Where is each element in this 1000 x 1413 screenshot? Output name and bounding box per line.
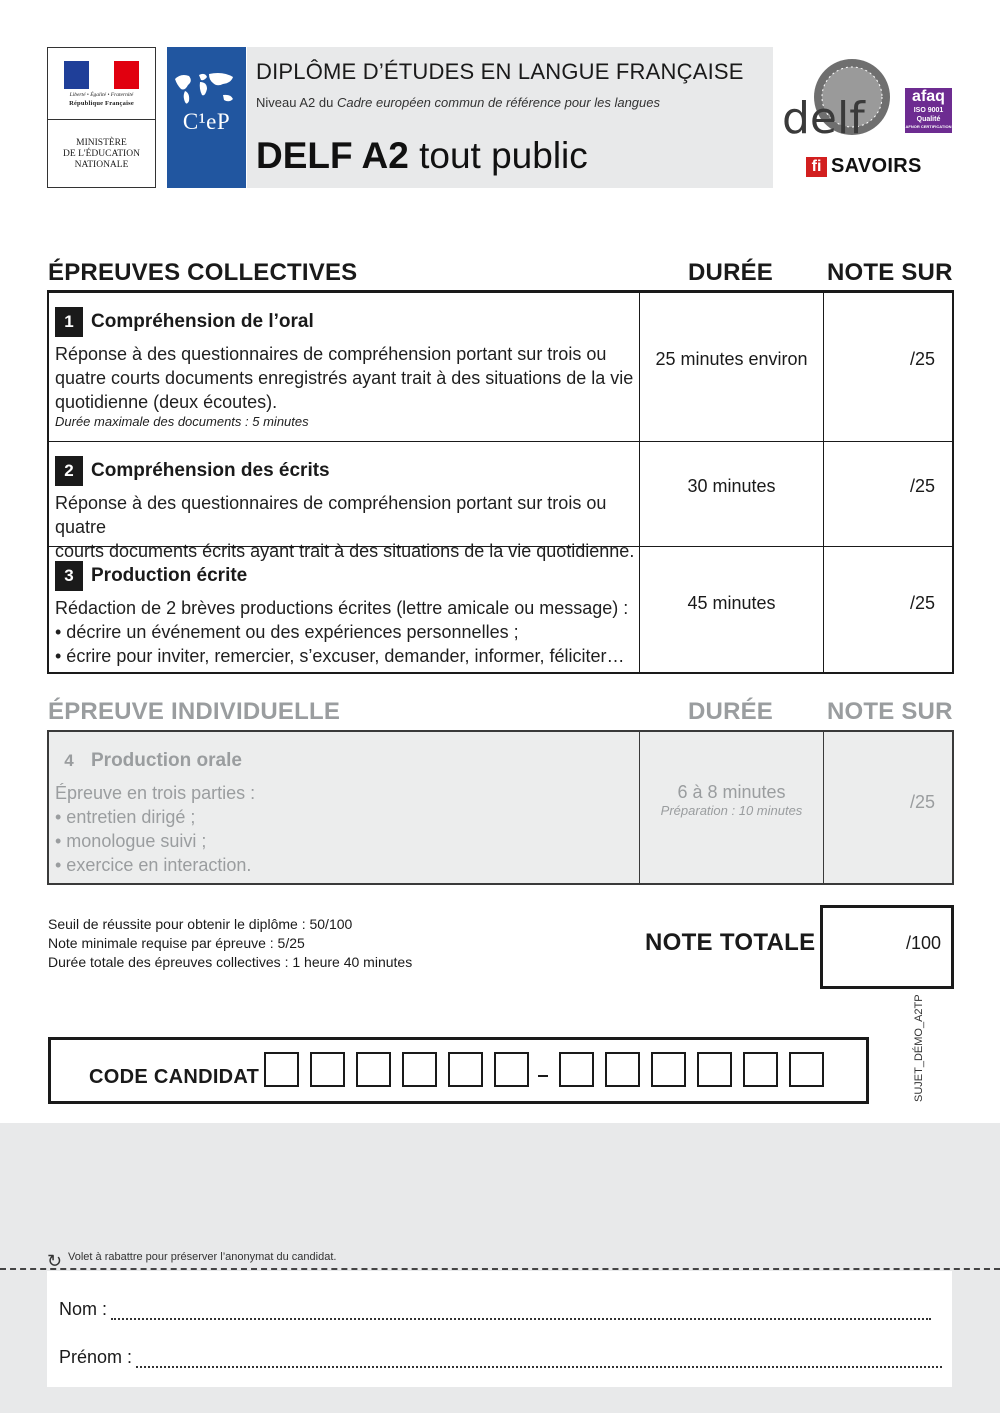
epreuve-text: Réponse à des questionnaires de compréhension portant sur trois ou quatre courts documents écrits ayant trait à des situations de la vie quotidienne. — [55, 493, 635, 561]
epreuve-description — [49, 547, 639, 672]
code-cell[interactable] — [448, 1052, 483, 1087]
level-bold: DELF A2 — [256, 135, 409, 176]
afaq-iso: ISO 9001 — [913, 107, 944, 114]
epreuve-text: Épreuve en trois parties : • entretien dirigé ; • monologue suivi ; • exercice en interaction. — [55, 783, 256, 875]
code-separator — [538, 1075, 548, 1077]
note-minimale: Note minimale requise par épreuve : 5/25 — [48, 935, 305, 951]
epreuve-title: Compréhension des écrits — [91, 460, 330, 481]
epreuve-row-1 — [49, 293, 952, 441]
niveau-cecr: Cadre européen commun de référence pour les langues — [336, 95, 660, 110]
prenom-field[interactable] — [136, 1352, 942, 1368]
niveau-line — [256, 95, 660, 110]
ciep-logo — [167, 47, 246, 188]
note-totale-field[interactable]: /100 — [820, 905, 954, 989]
rules-info — [48, 915, 412, 972]
sujet-code: SUJET_DÉMO_A2TP — [913, 994, 925, 1102]
epreuve-number: 4 — [64, 751, 74, 770]
seuil-reussite: Seuil de réussite pour obtenir le diplôme : 50/100 — [48, 916, 353, 932]
individuelle-table — [47, 730, 954, 885]
code-cell[interactable] — [651, 1052, 686, 1087]
epreuve-note: /25 — [823, 732, 952, 883]
rf-republique: République Française — [69, 99, 134, 107]
code-cell[interactable] — [356, 1052, 391, 1087]
epreuve-description — [49, 732, 639, 883]
ciep-text: C¹eP — [182, 109, 231, 134]
ministere-label: MINISTÈRE DE L'ÉDUCATION NATIONALE — [63, 137, 140, 170]
savoirs-text: SAVOIRS — [831, 155, 922, 177]
collectives-table — [47, 290, 954, 674]
world-map-icon — [171, 69, 241, 111]
epreuve-duree: 30 minutes — [639, 442, 823, 546]
epreuve-title: Compréhension de l’oral — [91, 311, 314, 332]
duree-totale: Durée totale des épreuves collectives : 1 heure 40 minutes — [48, 954, 413, 970]
epreuve-duree: 25 minutes environ — [639, 293, 823, 441]
code-candidat-box — [48, 1037, 869, 1104]
epreuve-number: 3 — [55, 561, 83, 591]
fi-icon: fi — [806, 157, 827, 177]
rfi-savoirs-logo — [806, 155, 922, 178]
epreuve-row-4 — [49, 732, 952, 883]
title-panel — [247, 47, 773, 188]
code-cell[interactable] — [789, 1052, 824, 1087]
code-cell[interactable] — [264, 1052, 299, 1087]
fold-arrow-icon: ↻ — [47, 1251, 63, 1271]
code-candidat-cells — [264, 1052, 835, 1087]
code-cell[interactable] — [402, 1052, 437, 1087]
epreuve-title: Production écrite — [91, 565, 248, 586]
afaq-qualite: Qualité — [916, 116, 941, 123]
prenom-label: Prénom : — [59, 1347, 133, 1367]
afaq-text: afaq — [912, 88, 945, 105]
epreuve-preparation: Préparation : 10 minutes — [660, 803, 803, 818]
epreuve-note: /25 — [823, 293, 952, 441]
epreuve-number: 2 — [55, 456, 83, 486]
code-cell[interactable] — [559, 1052, 594, 1087]
duree-column-header: DURÉE — [688, 259, 774, 286]
diploma-title: DIPLÔME D’ÉTUDES EN LANGUE FRANÇAISE — [256, 59, 744, 84]
epreuve-text: Rédaction de 2 brèves productions écrites (lettre amicale ou message) : • décrire un événement ou des expériences personnelles ; • écrire pour inviter, remercier, s’excuser, demander, informer, féliciter… — [55, 598, 629, 666]
nom-line — [59, 1299, 931, 1320]
epreuve-row-2 — [49, 441, 952, 561]
partner-logos — [780, 55, 960, 185]
epreuve-note: /25 — [823, 547, 952, 672]
epreuve-note-small: Durée maximale des documents : 5 minutes — [55, 414, 309, 429]
volet-note: Volet à rabattre pour préserver l’anonymat du candidat. — [68, 1251, 337, 1263]
individuelle-title: ÉPREUVE INDIVIDUELLE — [48, 698, 341, 725]
french-flag-icon — [64, 61, 140, 89]
epreuve-description — [49, 293, 639, 441]
epreuve-text: Réponse à des questionnaires de compréhension portant sur trois ou quatre courts documents enregistrés ayant trait à des situations de la vie quotidienne (deux écoutes). — [55, 344, 634, 412]
marianne-logo — [48, 48, 155, 120]
rf-motto: Liberté • Égalité • Fraternité — [69, 91, 134, 98]
note-totale-label: NOTE TOTALE — [645, 929, 816, 956]
niveau-prefix: Niveau A2 du — [256, 95, 337, 110]
code-cell[interactable] — [743, 1052, 778, 1087]
code-cell[interactable] — [697, 1052, 732, 1087]
note-column-header: NOTE SUR — [827, 698, 953, 725]
nom-label: Nom : — [59, 1299, 108, 1319]
epreuve-title: Production orale — [91, 750, 242, 771]
exam-level-title — [256, 135, 588, 177]
epreuve-number: 1 — [55, 307, 83, 337]
prenom-line — [59, 1347, 942, 1368]
delf-logo-text: delf — [782, 93, 865, 144]
epreuve-duree: 6 à 8 minutes — [677, 782, 786, 802]
note-column-header: NOTE SUR — [827, 259, 953, 286]
code-cell[interactable] — [310, 1052, 345, 1087]
afaq-cert: AFNOR CERTIFICATION — [905, 124, 952, 129]
nom-field[interactable] — [111, 1304, 931, 1320]
collectives-title: ÉPREUVES COLLECTIVES — [48, 259, 358, 286]
rf-logo-block — [47, 47, 156, 188]
epreuve-duree: 45 minutes — [639, 547, 823, 672]
level-rest: tout public — [408, 135, 588, 176]
epreuve-row-3 — [49, 546, 952, 672]
epreuve-note: /25 — [823, 442, 952, 546]
collectives-header — [48, 259, 953, 289]
fold-dashed-line — [0, 1268, 1000, 1270]
duree-column-header: DURÉE — [688, 698, 774, 725]
delf-logo — [780, 55, 900, 150]
code-cell[interactable] — [494, 1052, 529, 1087]
identity-panel — [47, 1271, 952, 1387]
epreuve-description — [49, 442, 639, 561]
individuelle-header — [48, 698, 953, 728]
code-cell[interactable] — [605, 1052, 640, 1087]
epreuve-duree-block — [639, 732, 823, 883]
afaq-logo — [905, 88, 952, 133]
code-candidat-label: CODE CANDIDAT — [89, 1066, 260, 1088]
